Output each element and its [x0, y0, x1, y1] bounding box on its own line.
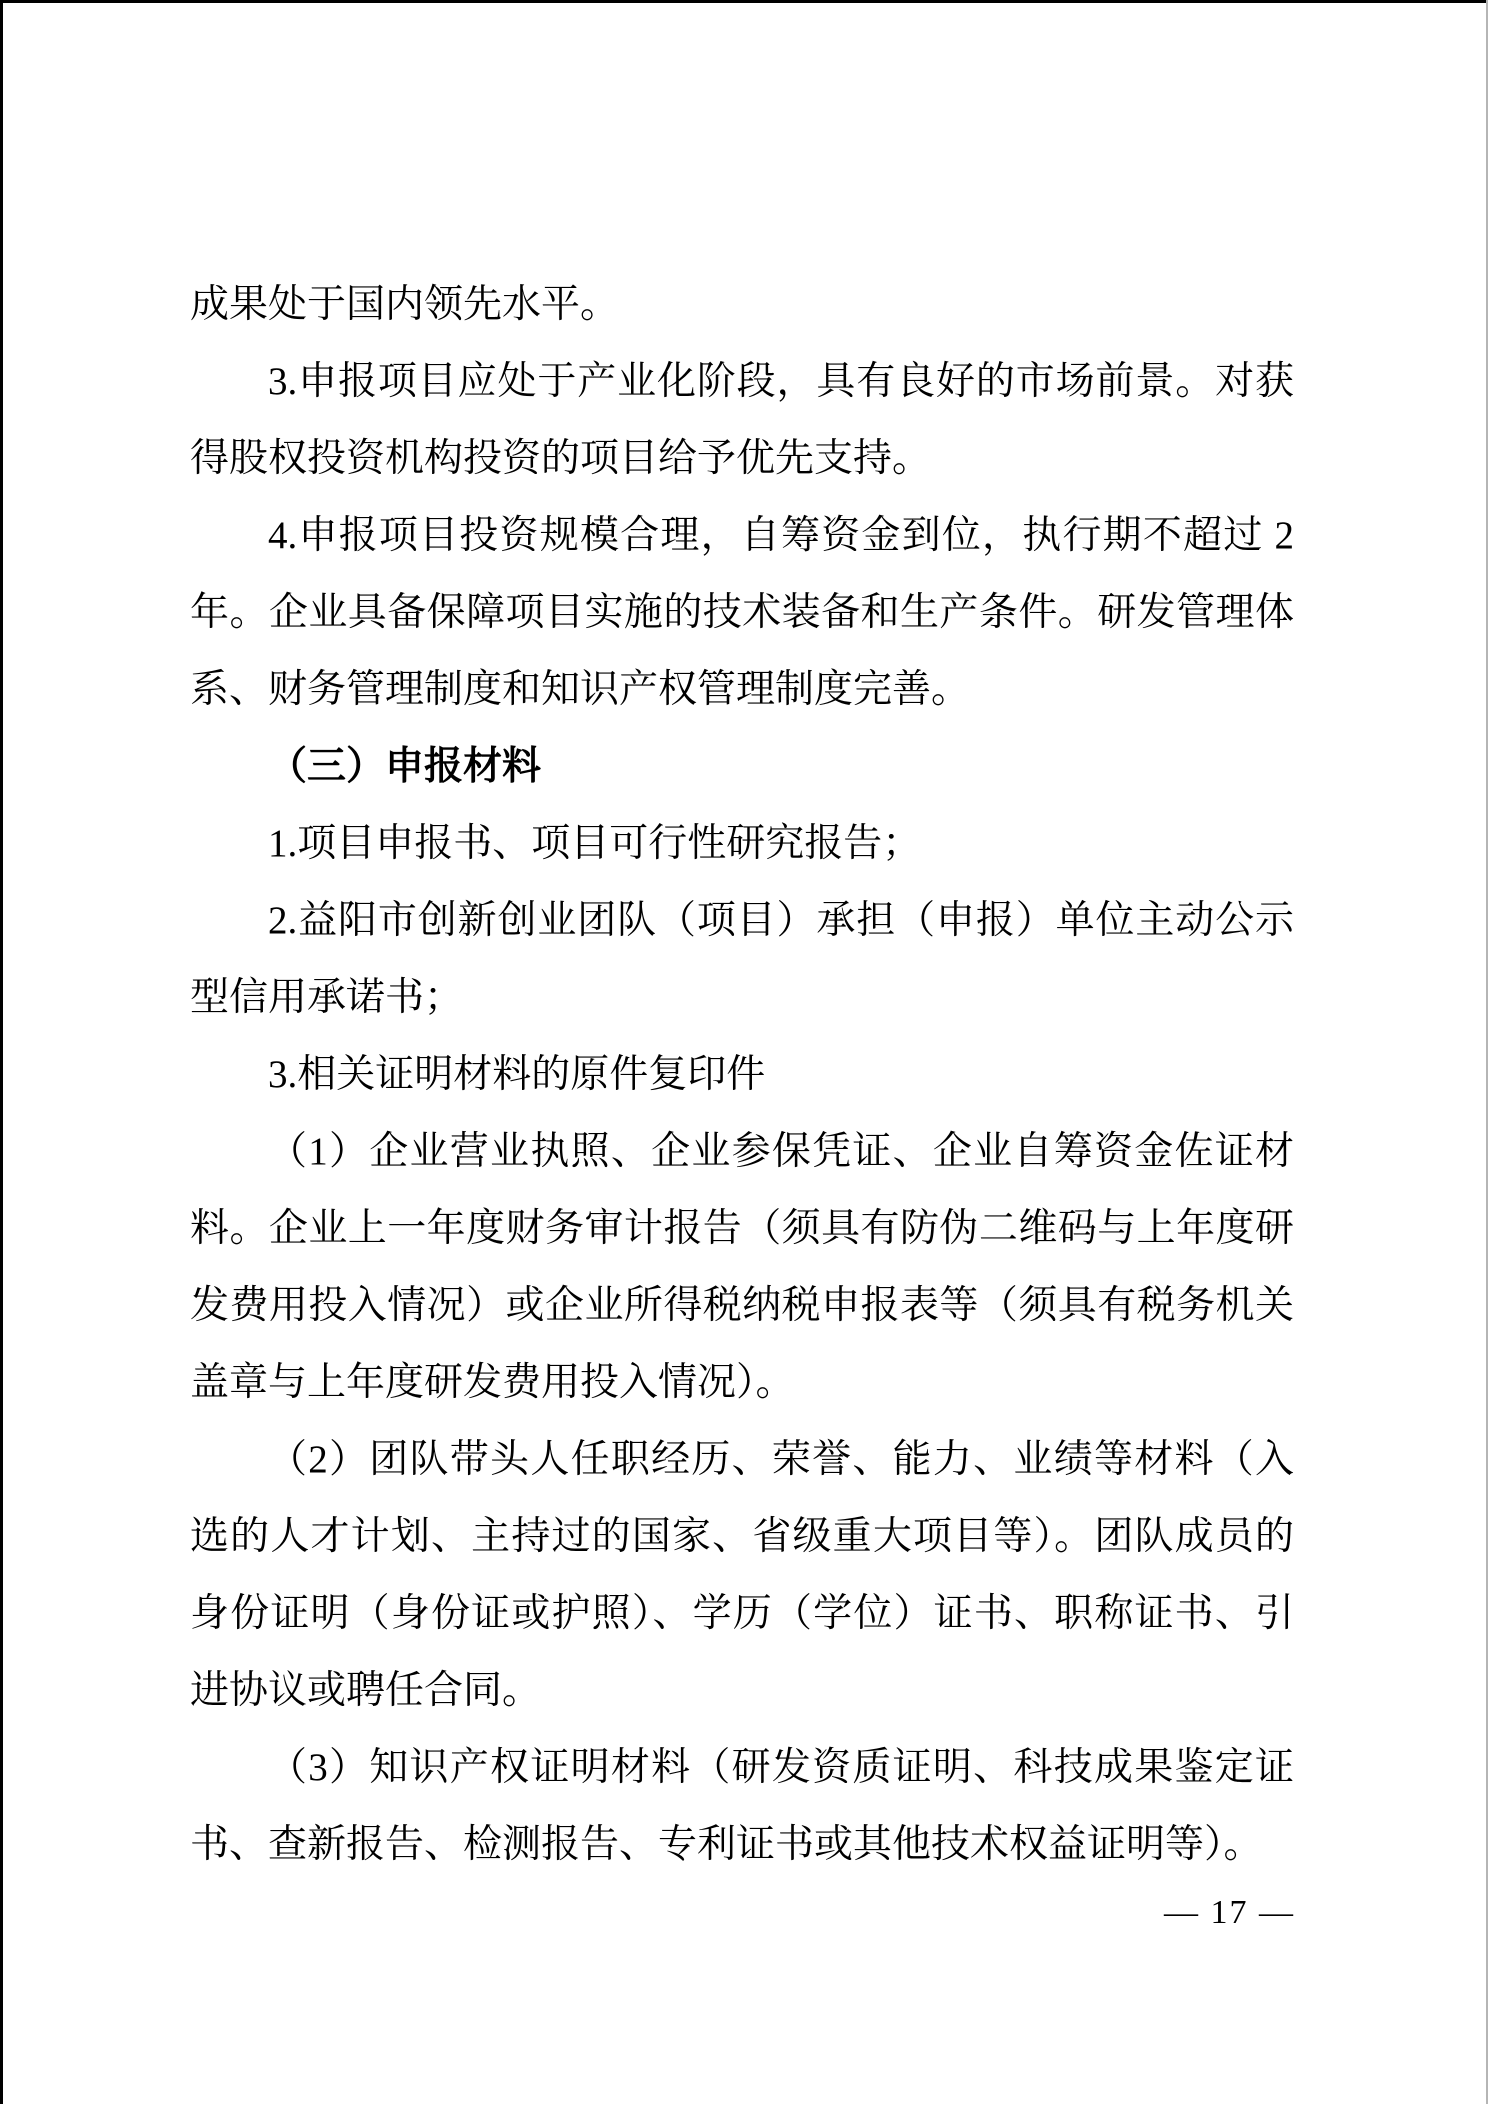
paragraph-material-1: 1.项目申报书、项目可行性研究报告；	[268, 822, 922, 865]
section-heading-application-materials: （三）申报材料	[268, 745, 542, 788]
page-edge-top	[0, 0, 1488, 3]
document-body	[190, 266, 1294, 1883]
paragraph-item-4: 4.申报项目投资规模合理，自筹资金到位，执行期不超过 2 年。企业具备保障项目实施的技术装备和生产条件。研发管理体系、财务管理制度和知识产权管理制度完善。	[190, 514, 1294, 711]
paragraph-material-3: 3.相关证明材料的原件复印件	[268, 1053, 766, 1096]
paragraph-material-3-sub-1: （1）企业营业执照、企业参保凭证、企业自筹资金佐证材料。企业上一年度财务审计报告（须具有防伪二维码与上年度研发费用投入情况）或企业所得税纳税申报表等（须具有税务机关盖章与上年度研发费用投入情况）。	[190, 1130, 1294, 1404]
paragraph-item-3: 3.申报项目应处于产业化阶段，具有良好的市场前景。对获得股权投资机构投资的项目给予优先支持。	[190, 360, 1294, 480]
page-number: — 17 —	[1164, 1894, 1295, 1931]
page-edge-left	[0, 0, 3, 2104]
paragraph-material-3-sub-2: （2）团队带头人任职经历、荣誉、能力、业绩等材料（入选的人才计划、主持过的国家、省级重大项目等）。团队成员的身份证明（身份证或护照）、学历（学位）证书、职称证书、引进协议或聘任合同。	[190, 1438, 1294, 1712]
paragraph-material-2: 2.益阳市创新创业团队（项目）承担（申报）单位主动公示型信用承诺书；	[190, 899, 1294, 1019]
paragraph-material-3-sub-3: （3）知识产权证明材料（研发资质证明、科技成果鉴定证书、查新报告、检测报告、专利证书或其他技术权益证明等）。	[190, 1746, 1294, 1866]
paragraph-continuation: 成果处于国内领先水平。	[190, 283, 620, 326]
